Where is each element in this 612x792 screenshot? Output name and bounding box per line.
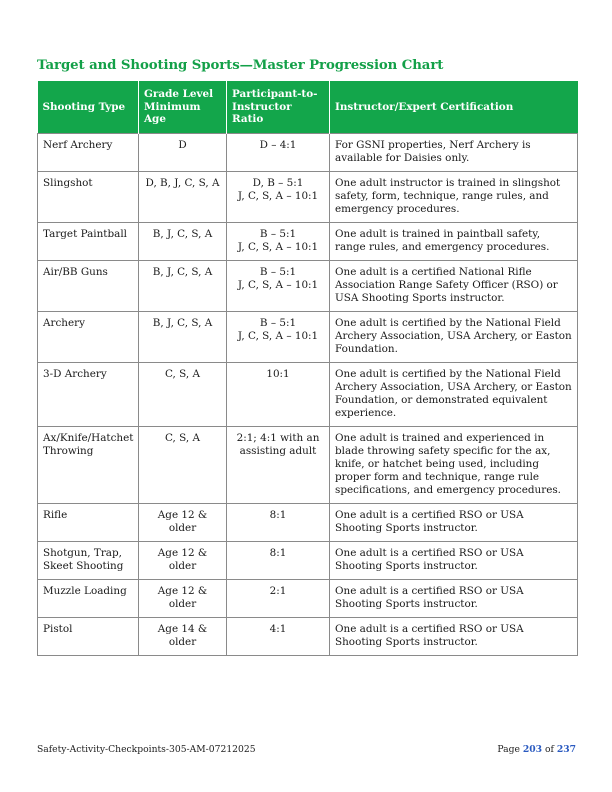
table-row [38,427,578,504]
cell-grade-level: B, J, C, S, A [139,312,227,363]
footer-page-indicator [497,744,576,755]
cell-shooting-type: Air/BB Guns [38,261,139,312]
cell-ratio: 10:1 [227,363,330,427]
cell-shooting-type: Ax/Knife/Hatchet Throwing [38,427,139,504]
table-row [38,504,578,542]
cell-certification: One adult is certified by the National Field Archery Association, USA Archery, or Easton Foundation, or demonstrated equivalent experience. [330,363,578,427]
cell-certification: For GSNI properties, Nerf Archery is available for Daisies only. [330,134,578,172]
current-page-number: 203 [522,744,543,755]
cell-ratio: 4:1 [227,618,330,656]
cell-ratio: D – 4:1 [227,134,330,172]
cell-shooting-type: 3-D Archery [38,363,139,427]
table-row [38,223,578,261]
cell-shooting-type: Slingshot [38,172,139,223]
cell-grade-level: B, J, C, S, A [139,261,227,312]
table-row [38,618,578,656]
cell-grade-level: B, J, C, S, A [139,223,227,261]
cell-certification: One adult is trained and experienced in blade throwing safety specific for the ax, knife, or hatchet being used, including proper form and technique, range rule specifications, and emergency procedures. [330,427,578,504]
cell-grade-level: Age 14 & older [139,618,227,656]
cell-certification: One adult instructor is trained in slingshot safety, form, technique, range rules, and emergency procedures. [330,172,578,223]
table-row [38,312,578,363]
header-grade-level: Grade Level Minimum Age [139,81,227,134]
cell-ratio: 8:1 [227,542,330,580]
header-shooting-type: Shooting Type [38,81,139,134]
cell-certification: One adult is a certified RSO or USA Shooting Sports instructor. [330,504,578,542]
progression-chart-table [37,81,578,656]
cell-shooting-type: Pistol [38,618,139,656]
cell-grade-level: C, S, A [139,427,227,504]
cell-certification: One adult is a certified RSO or USA Shooting Sports instructor. [330,580,578,618]
cell-ratio: B – 5:1 J, C, S, A – 10:1 [227,312,330,363]
cell-ratio: B – 5:1 J, C, S, A – 10:1 [227,261,330,312]
cell-shooting-type: Nerf Archery [38,134,139,172]
total-pages-number: 237 [556,744,576,755]
cell-grade-level: D, B, J, C, S, A [139,172,227,223]
cell-certification: One adult is a certified National Rifle Association Range Safety Officer (RSO) or USA Shooting Sports instructor. [330,261,578,312]
cell-certification: One adult is trained in paintball safety, range rules, and emergency procedures. [330,223,578,261]
table-row [38,580,578,618]
cell-shooting-type: Shotgun, Trap, Skeet Shooting [38,542,139,580]
cell-ratio: 2:1 [227,580,330,618]
header-certification: Instructor/Expert Certification [330,81,578,134]
table-header-row [38,81,578,134]
cell-grade-level: Age 12 & older [139,580,227,618]
cell-certification: One adult is a certified RSO or USA Shooting Sports instructor. [330,618,578,656]
of-label: of [544,744,554,755]
header-ratio: Participant-to- Instructor Ratio [227,81,330,134]
table-row [38,363,578,427]
cell-grade-level: Age 12 & older [139,504,227,542]
page-label: Page [497,744,520,755]
cell-certification: One adult is a certified RSO or USA Shooting Sports instructor. [330,542,578,580]
footer-document-id: Safety-Activity-Checkpoints-305-AM-07212025 [37,744,256,755]
cell-ratio: D, B – 5:1 J, C, S, A – 10:1 [227,172,330,223]
cell-ratio: B – 5:1 J, C, S, A – 10:1 [227,223,330,261]
cell-grade-level: Age 12 & older [139,542,227,580]
cell-shooting-type: Muzzle Loading [38,580,139,618]
cell-certification: One adult is certified by the National Field Archery Association, USA Archery, or Easton Foundation. [330,312,578,363]
table-row [38,172,578,223]
cell-ratio: 2:1; 4:1 with an assisting adult [227,427,330,504]
cell-grade-level: D [139,134,227,172]
table-row [38,134,578,172]
cell-shooting-type: Archery [38,312,139,363]
table-row [38,542,578,580]
cell-grade-level: C, S, A [139,363,227,427]
page-title: Target and Shooting Sports—Master Progression Chart [37,58,444,73]
cell-shooting-type: Target Paintball [38,223,139,261]
cell-ratio: 8:1 [227,504,330,542]
cell-shooting-type: Rifle [38,504,139,542]
table-row [38,261,578,312]
